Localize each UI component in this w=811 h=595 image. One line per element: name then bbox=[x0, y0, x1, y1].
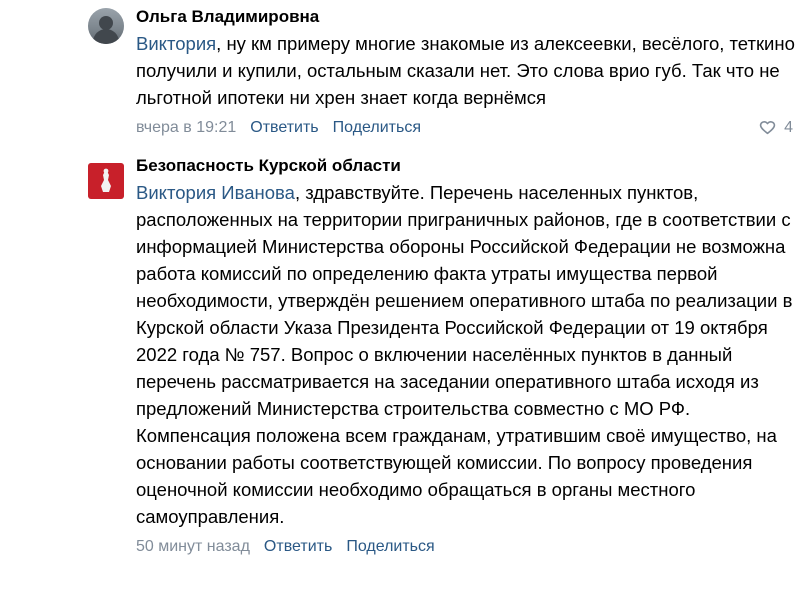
user-photo-avatar[interactable] bbox=[88, 8, 124, 44]
comment-item bbox=[0, 0, 811, 143]
avatar-image bbox=[88, 8, 124, 44]
comment-item bbox=[0, 143, 811, 562]
reply-button[interactable]: Ответить bbox=[263, 538, 333, 555]
avatar-image bbox=[88, 163, 124, 199]
heart-icon[interactable] bbox=[758, 119, 777, 138]
comment-author[interactable]: Безопасность Курской области bbox=[136, 156, 401, 175]
comment-timestamp: 50 минут назад bbox=[136, 538, 250, 555]
comment-body bbox=[136, 6, 797, 139]
emblem-icon bbox=[88, 163, 124, 199]
comment-text bbox=[136, 179, 797, 530]
comment-meta bbox=[136, 117, 797, 139]
mention-link[interactable]: Виктория Иванова bbox=[136, 182, 295, 203]
share-button[interactable]: Поделиться bbox=[332, 119, 421, 136]
mention-link[interactable]: Виктория bbox=[136, 33, 217, 54]
comment-text bbox=[136, 30, 797, 111]
like-count: 4 bbox=[784, 119, 793, 136]
comment-timestamp: вчера в 19:21 bbox=[136, 119, 237, 136]
comment-author[interactable]: Ольга Владимировна bbox=[136, 7, 320, 26]
reply-button[interactable]: Ответить bbox=[250, 119, 319, 136]
comment-text-body: , ну км примеру многие знакомые из алексеевки, весёлого, теткино получили и купили, остальным сказали нет. Это слова врио губ. Так что не льготной ипотеки ни хрен знает когда вернёмся bbox=[136, 33, 795, 108]
comment-text-body: , здравствуйте. Перечень населенных пунктов, расположенных на территории приграничных районов, где в соответствии с информацией Министерства обороны Российской Федерации не возможна работа комиссий по определению факта утраты имущества первой необходимости, утверждён решением оперативного штаба по реализации в Курской области Указа Президента Российской Федерации от 19 октября 2022 года № 757. Вопрос о включении населённых пунктов в данный перечень рассматривается на заседании оперативного штаба исходя из предложений Министерства строительства совместно с МО РФ. Компенсация положена всем гражданам, утратившим своё имущество, на основании работы соответствующей комиссии. По вопросу проведения оценочной комиссии необходимо обращаться в органы местного самоуправления. bbox=[136, 182, 793, 527]
like-control[interactable] bbox=[758, 117, 793, 139]
org-emblem-avatar[interactable] bbox=[88, 163, 124, 199]
comment-body bbox=[136, 155, 797, 558]
share-button[interactable]: Поделиться bbox=[346, 538, 435, 555]
comment-meta bbox=[136, 536, 797, 558]
